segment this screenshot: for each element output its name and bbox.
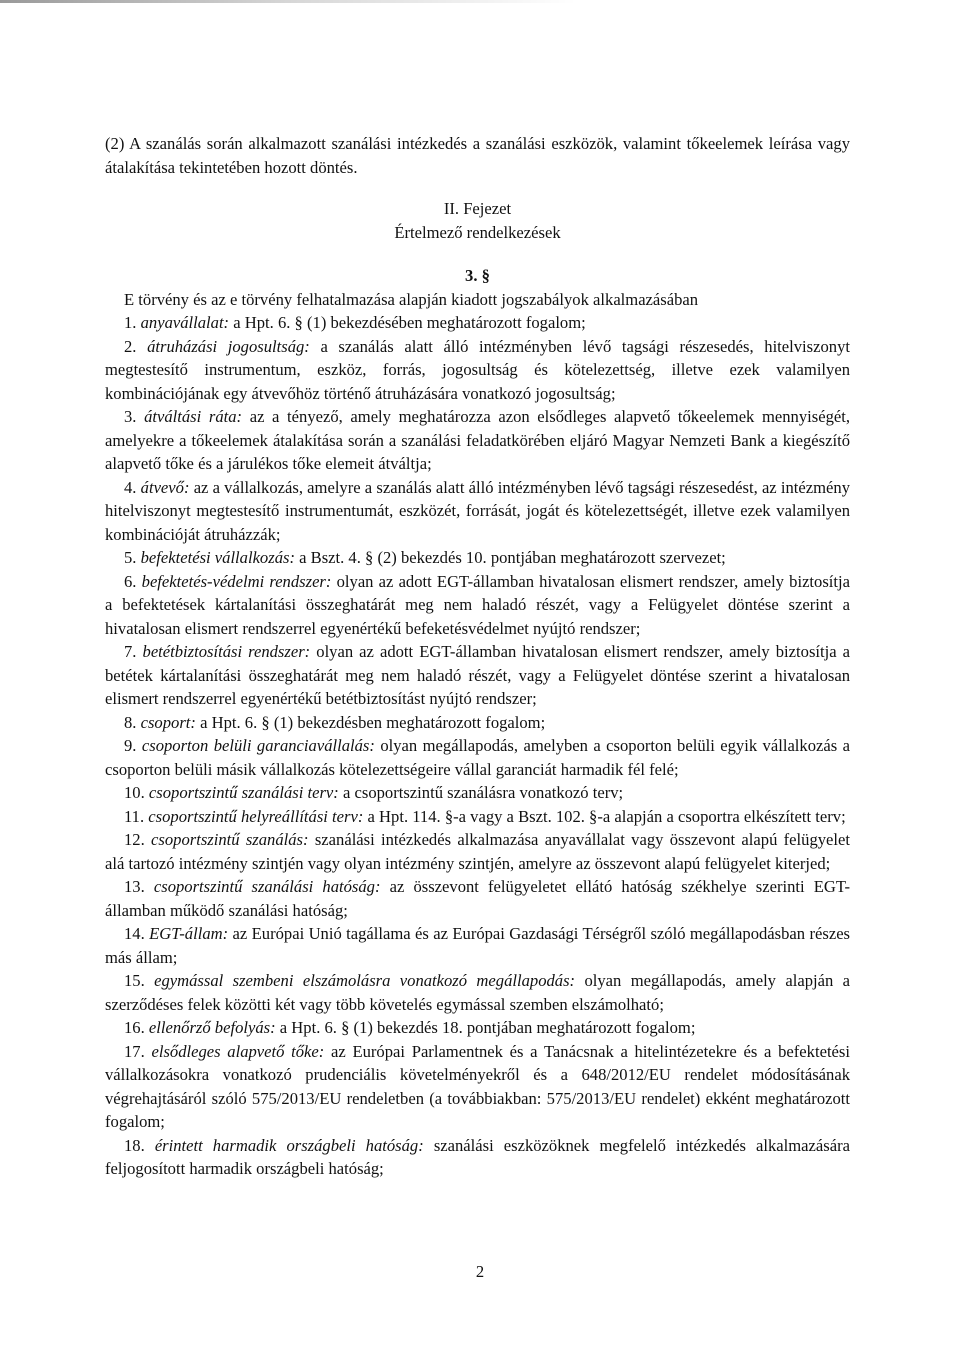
definition-text: a csoportszintű szanálásra vonatkozó terv; bbox=[342, 783, 624, 802]
page-number: 2 bbox=[475, 1262, 485, 1281]
chapter-number: II. Fejezet bbox=[443, 199, 512, 218]
definition-item bbox=[105, 734, 850, 781]
definition-number: 6. bbox=[124, 571, 137, 591]
definition-number: 14. bbox=[124, 924, 145, 943]
definition-term: EGT-állam: bbox=[149, 924, 229, 943]
definition-text: az a vállalkozás, amelyre a szanálás alatt álló intézményben lévő tagsági részesedést, az intézmény hitelviszonyt megtestesítő instrumentumát, eszközét, forrását, jogát és kötelezettségét, illetve ezek valamilyen kombinációját átruházzák; bbox=[105, 477, 850, 544]
definition-term: csoporton belüli garanciavállalás: bbox=[141, 736, 375, 755]
definition-number: 15. bbox=[124, 971, 145, 990]
definition-item bbox=[105, 875, 850, 922]
definition-item bbox=[105, 1134, 850, 1181]
document-page bbox=[105, 132, 850, 1181]
definition-item bbox=[105, 1040, 850, 1134]
definition-term: anyavállalat: bbox=[140, 313, 230, 332]
definition-item bbox=[105, 311, 850, 335]
definition-number: 4. bbox=[124, 477, 137, 497]
definition-term: átváltási ráta: bbox=[144, 407, 243, 426]
definition-term: csoportszintű helyreállítási terv: bbox=[148, 806, 364, 826]
definition-term: érintett harmadik országbeli hatóság: bbox=[154, 1135, 424, 1155]
definition-item bbox=[105, 922, 850, 969]
definition-text: a Hpt. 114. §-a vagy a Bszt. 102. §-a alapján a csoportra elkészített terv; bbox=[367, 806, 846, 826]
definition-item bbox=[105, 805, 850, 829]
definition-term: betétbiztosítási rendszer: bbox=[142, 642, 311, 661]
definition-term: átvevő: bbox=[140, 477, 190, 497]
definition-term: csoportszintű szanálási hatóság: bbox=[153, 877, 381, 896]
definition-term: csoportszintű szanálási terv: bbox=[148, 783, 339, 802]
definition-number: 18. bbox=[124, 1135, 145, 1155]
definition-text: az Európai Parlamentnek és a Tanácsnak a hitelintézetekre és a befektetési vállalkozásokra vonatkozó prudenciális követelményekről és a 648/2012/EU rendelet módosításának végrehajtásáról szóló 575/2013/EU rendeletben (a továbbiakban: 575/2013/EU rendelet) ekként meghatározott fogalom; bbox=[105, 1041, 850, 1131]
definition-text: a Hpt. 6. § (1) bekezdésben meghatározott fogalom; bbox=[200, 712, 546, 732]
definition-text: a Hpt. 6. § (1) bekezdésében meghatározott fogalom; bbox=[233, 313, 586, 332]
definition-number: 5. bbox=[124, 548, 137, 567]
definition-item bbox=[105, 711, 850, 735]
definition-term: elsődleges alapvető tőke: bbox=[151, 1041, 325, 1061]
definition-item bbox=[105, 405, 850, 476]
definition-number: 8. bbox=[124, 712, 137, 732]
definition-term: ellenőrző befolyás: bbox=[148, 1018, 276, 1037]
definition-text: az Európai Unió tagállama és az Európai Gazdasági Térségről szóló megállapodásban részes más állam; bbox=[105, 924, 851, 967]
intro-paragraph: (2) A szanálás során alkalmazott szanálási intézkedés a szanálási eszközök, valamint tőkeelemek leírása vagy átalakítása tekintetében hozott döntés. bbox=[105, 134, 850, 177]
definition-item bbox=[105, 335, 850, 406]
definition-item bbox=[105, 1016, 850, 1040]
definition-text: szanálási eszközöknek megfelelő intézkedés alkalmazására feljogosított harmadik országbeli hatóság; bbox=[105, 1135, 850, 1178]
definition-item bbox=[105, 828, 850, 875]
definition-item bbox=[105, 546, 850, 570]
definition-text: szanálási intézkedés alkalmazása anyavállalat vagy összevont alapú felügyelet alá tartozó intézmény szintjén vagy olyan intézmény szintjén, amelyre az összevont alapú felügyelet kiterjed; bbox=[105, 830, 850, 873]
section-number: 3. § bbox=[465, 266, 490, 285]
definition-item bbox=[105, 476, 850, 547]
definition-number: 3. bbox=[124, 407, 137, 426]
definition-number: 17. bbox=[124, 1041, 145, 1061]
definition-text: a Bszt. 4. § (2) bekezdés 10. pontjában meghatározott szervezet; bbox=[299, 548, 726, 567]
definition-term: befektetés-védelmi rendszer: bbox=[141, 571, 332, 591]
definition-text: az a tényező, amely meghatározza azon elsődleges alapvető tőkeelemek mennyiségét, amelyekre a tőkeelemek átalakítása során a szanálási feladatkörében eljáró Magyar Nemzeti Bank a kiegészítő alapvető tőke és a járulékos tőke elemeit átváltja; bbox=[105, 407, 850, 473]
definition-text: olyan megállapodás, amely alapján a szerződéses felek közötti két vagy több követelés egymással szemben elszámolható; bbox=[105, 971, 850, 1014]
definition-number: 7. bbox=[124, 642, 137, 661]
definition-number: 11. bbox=[124, 806, 145, 826]
definition-text: a Hpt. 6. § (1) bekezdés 18. pontjában meghatározott fogalom; bbox=[279, 1018, 696, 1037]
definition-list bbox=[105, 311, 850, 1181]
definition-text: olyan az adott EGT-államban hivatalosan elismert rendszer, amely biztosítja a befektetések kártalanítási összeghatárát meg nem haladó részét, vagy a Felügyelet döntése szerint a hivatalosan elismert rendszerrel egyenértékű befeketésvédelmet nyújtó rendszer; bbox=[105, 571, 850, 638]
definition-number: 12. bbox=[124, 830, 145, 849]
definition-number: 9. bbox=[124, 736, 137, 755]
definition-text: olyan megállapodás, amelyben a csoporton belüli egyik vállalkozás a csoporton belüli másik vállalkozás kötelezettségeire vállal garanciát harmadik fél felé; bbox=[105, 736, 850, 779]
definition-text: az összevont felügyeletet ellátó hatóság székhelye szerinti EGT-államban működő szanálási hatóság; bbox=[105, 877, 850, 920]
definition-number: 13. bbox=[124, 877, 145, 896]
scan-edge bbox=[0, 0, 960, 3]
definition-term: befektetési vállalkozás: bbox=[140, 548, 295, 567]
chapter-title: Értelmező rendelkezések bbox=[394, 222, 561, 242]
definition-item bbox=[105, 781, 850, 805]
definition-text: a szanálás alatt álló intézményben lévő tagsági részesedés, hitelviszonyt megtestesítő instrumentum, eszköz, forrás, jogosultság és kötelezettség, illetve ezek valamilyen kombinációjának egy átvevőhöz történő átruházására vonatkozó jogosultság; bbox=[105, 336, 850, 403]
definition-number: 16. bbox=[124, 1018, 145, 1037]
definition-number: 1. bbox=[124, 313, 137, 332]
definition-item bbox=[105, 640, 850, 711]
definition-number: 2. bbox=[124, 336, 137, 356]
definition-term: csoport: bbox=[140, 712, 196, 732]
section-opening: E törvény és az e törvény felhatalmazása alapján kiadott jogszabályok alkalmazásában bbox=[124, 289, 699, 309]
definition-number: 10. bbox=[124, 783, 145, 802]
definition-item bbox=[105, 570, 850, 641]
definition-text: olyan az adott EGT-államban hivatalosan elismert rendszer, amely biztosítja a betétek kártalanítási összeghatárát meg nem haladó részét, vagy a Felügyelet döntése szerint a hivatalosan elismert rendszerrel egyenértékű betétbiztosítást nyújtó rendszer; bbox=[105, 642, 851, 708]
definition-term: egymással szembeni elszámolásra vonatkozó megállapodás: bbox=[154, 971, 576, 990]
definition-item bbox=[105, 969, 850, 1016]
definition-term: átruházási jogosultság: bbox=[147, 336, 310, 356]
definition-term: csoportszintű szanálás: bbox=[151, 830, 309, 849]
